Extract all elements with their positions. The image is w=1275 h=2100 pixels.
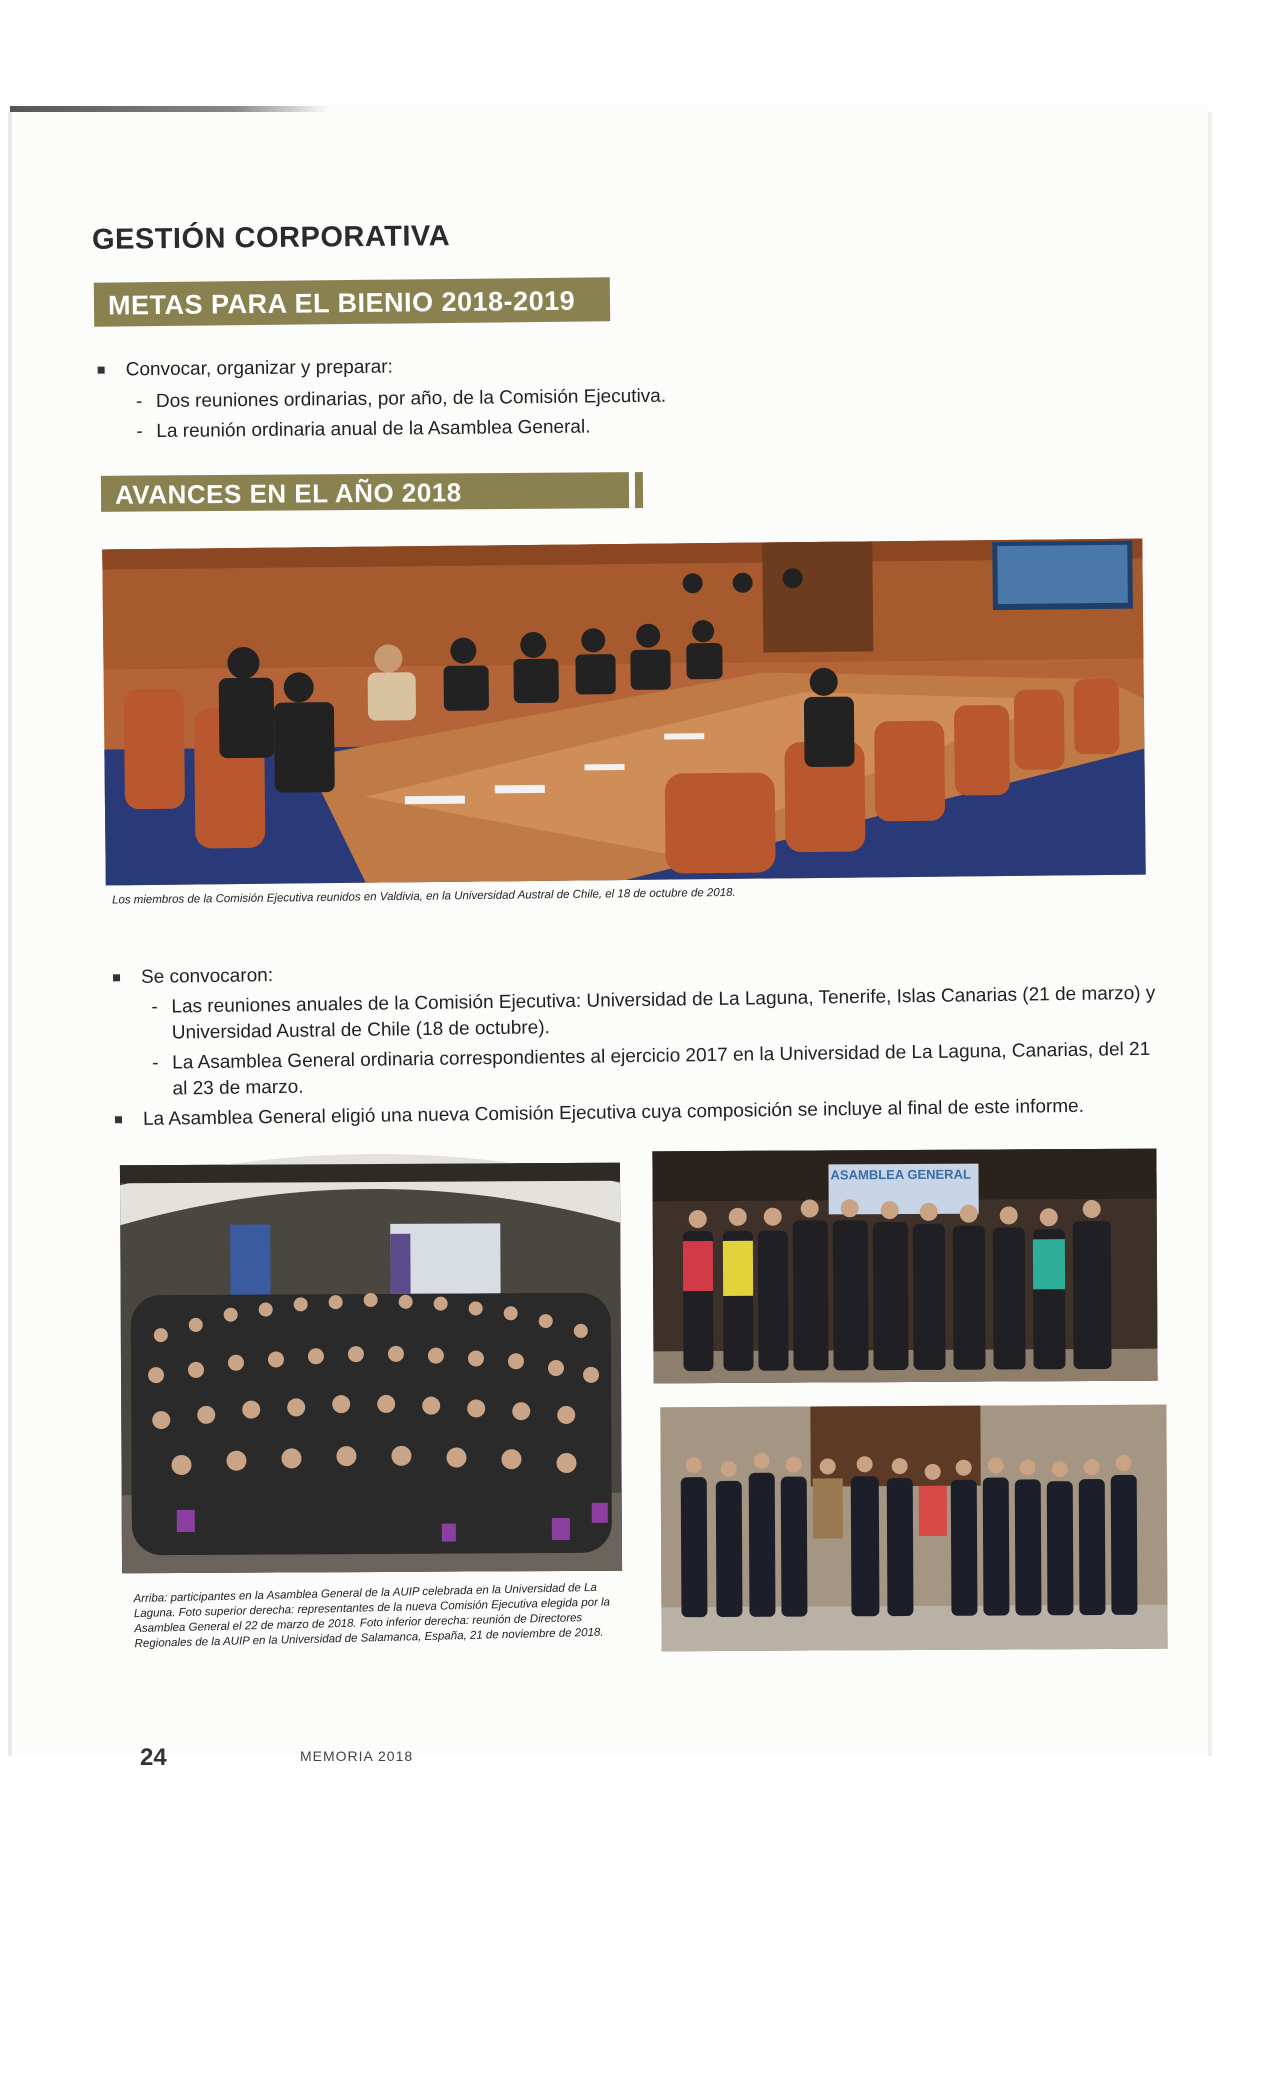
meeting-photo-caption: Los miembros de la Comisión Ejecutiva reunidos en Valdivia, en la Universidad Austral de Chile, el 18 de octubre de 2018. — [111, 886, 736, 907]
page-edge-left — [8, 112, 12, 1756]
gallery-caption: Arriba: participantes en la Asamblea General de la AUIP celebrada en la Universidad de La Laguna. Foto superior derecha: representantes de la nueva Comisión Ejecutiva elegida por la Asamblea General el 22 de marzo de 2018. Foto inferior derecha: reunión de Directores Regionales de la AUIP en la Universidad de Salamanca, España, 21 de noviembre de 2018. — [133, 1581, 611, 1651]
goals-item-text: Dos reuniones ordinarias, por año, de la Comisión Ejecutiva. — [155, 385, 667, 413]
progress-banner — [101, 472, 629, 512]
page-edge-right — [1208, 112, 1212, 1756]
progress-banner-text: AVANCES EN EL AÑO 2018 — [114, 477, 462, 510]
goals-bullet-text: Convocar, organizar y preparar: — [125, 356, 393, 381]
banner-tick — [635, 472, 643, 508]
executive-commission-photo — [652, 1149, 1157, 1384]
scan-shadow — [10, 106, 330, 112]
regional-directors-photo-illustration — [660, 1405, 1167, 1652]
executive-commission-photo-illustration — [652, 1149, 1157, 1384]
regional-directors-photo — [660, 1405, 1167, 1652]
progress-item — [111, 981, 1164, 1048]
goals-item — [96, 382, 796, 415]
goals-list — [96, 350, 797, 449]
progress-item-text: Las reuniones anuales de la Comisión Ejecutiva: Universidad de La Laguna, Tenerife, Islas Canarias (21 de marzo) y Universidad Austral de Chile (18 de octubre). — [171, 982, 1156, 1044]
meeting-photo-illustration — [102, 539, 1145, 886]
goals-banner: METAS PARA EL BIENIO 2018-2019 — [94, 277, 610, 326]
bullet-square-icon — [98, 367, 105, 374]
bullet-square-icon — [115, 1116, 122, 1123]
goals-item-text: La reunión ordinaria anual de la Asamblea General. — [156, 416, 591, 443]
dash-icon: - — [135, 391, 143, 413]
meeting-photo — [102, 539, 1145, 886]
progress-bullet-text: Se convocaron: — [140, 965, 274, 988]
page-title: GESTIÓN CORPORATIVA — [91, 220, 451, 256]
page-number: 24 — [140, 1744, 167, 1771]
progress-item-text: La Asamblea General ordinaria correspondientes al ejercicio 2017 en la Universidad de La Laguna, Canarias, del 21 al 23 de marzo. — [172, 1038, 1151, 1100]
running-footer: MEMORIA 2018 — [300, 1748, 414, 1764]
progress-item — [112, 1037, 1165, 1104]
assembly-group-photo-illustration — [120, 1163, 622, 1574]
goals-item — [96, 412, 796, 445]
progress-bullet-text: La Asamblea General eligió una nueva Comisión Ejecutiva cuya composición se incluye al final de este informe. — [142, 1095, 1085, 1130]
progress-list — [111, 951, 1165, 1138]
assembly-banner-text: ASAMBLEA GENERAL — [830, 1166, 971, 1183]
assembly-group-photo — [120, 1163, 622, 1574]
page-footer — [140, 1744, 540, 1771]
dash-icon: - — [136, 421, 143, 443]
dash-icon: - — [152, 1052, 159, 1074]
crowd — [131, 1293, 612, 1556]
bullet-square-icon — [113, 974, 120, 981]
dash-icon: - — [151, 996, 158, 1018]
